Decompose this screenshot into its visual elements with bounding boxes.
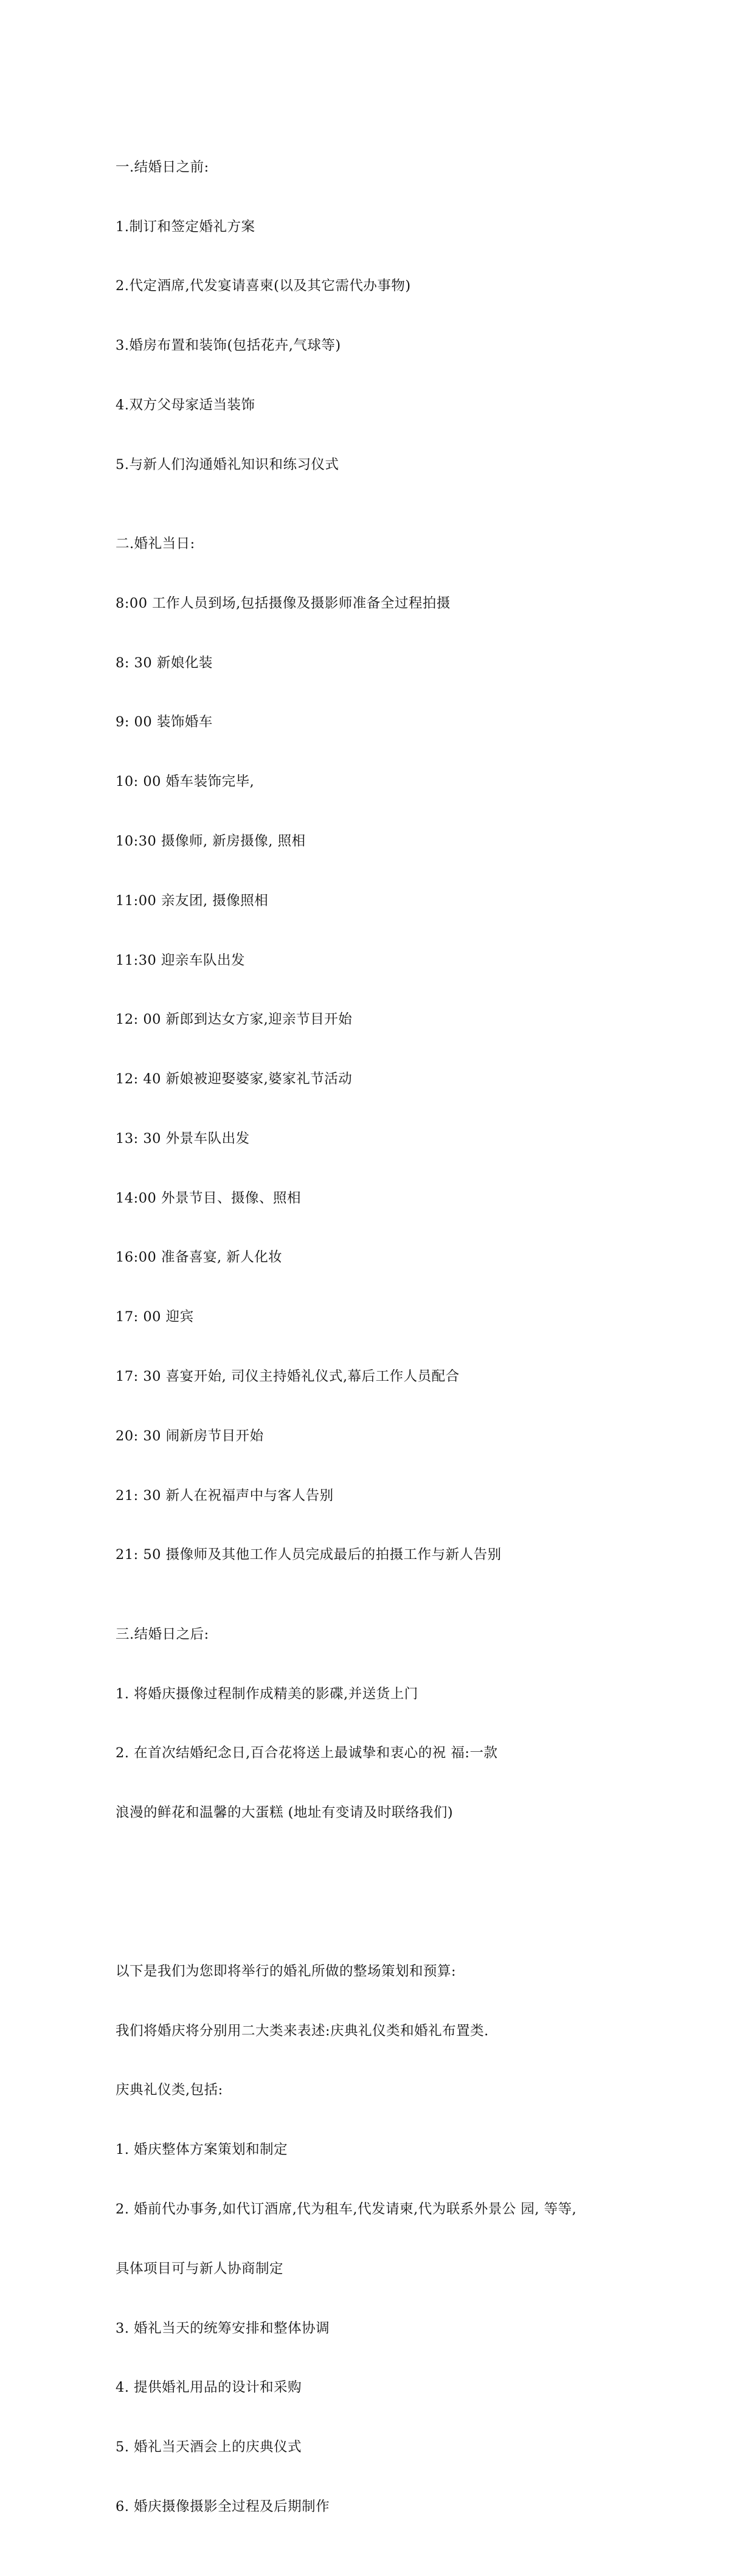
blank-line <box>116 1882 663 1902</box>
schedule-item: 8: 30 新娘化装 <box>116 654 213 671</box>
schedule-item: 16:00 准备喜宴, 新人化妆 <box>116 1249 283 1266</box>
schedule-item: 17: 00 迎宾 <box>116 1309 194 1325</box>
list-item: 2. 婚前代办事务,如代订酒席,代为租车,代发请柬,代为联系外景公 园, 等等, <box>116 2201 577 2217</box>
schedule-item: 14:00 外景节目、摄像、照相 <box>116 1190 301 1206</box>
schedule-item: 21: 50 摄像师及其他工作人员完成最后的拍摄工作与新人告别 <box>116 1547 502 1563</box>
list-item: 1. 婚庆整体方案策划和制定 <box>116 2142 288 2158</box>
list-item: 3.婚房布置和装饰(包括花卉,气球等) <box>116 338 341 354</box>
schedule-item: 9: 00 装饰婚车 <box>116 714 213 731</box>
schedule-item: 11:30 迎亲车队出发 <box>116 952 245 968</box>
section-heading-after-wedding: 三.结婚日之后: <box>116 1626 209 1642</box>
schedule-item: 13: 30 外景车队出发 <box>116 1130 250 1147</box>
section-heading-wedding-day: 二.婚礼当日: <box>116 536 195 552</box>
list-item: 2. 在首次结婚纪念日,百合花将送上最诚挚和衷心的祝 福:一款 <box>116 1745 498 1762</box>
section-heading-before-wedding: 一.结婚日之前: <box>116 159 209 175</box>
list-item: 3. 婚礼当天的统筹安排和整体协调 <box>116 2320 330 2336</box>
schedule-item: 10:30 摄像师, 新房摄像, 照相 <box>116 833 306 849</box>
planning-summary: 我们将婚庆将分别用二大类来表述:庆典礼仪类和婚礼布置类. <box>116 2022 489 2039</box>
list-item: 5.与新人们沟通婚礼知识和练习仪式 <box>116 456 339 473</box>
list-item: 2.代定酒席,代发宴请喜柬(以及其它需代办事物) <box>116 278 411 294</box>
list-item-continuation: 浪漫的鲜花和温馨的大蛋糕 (地址有变请及时联络我们) <box>116 1805 454 1821</box>
schedule-item: 17: 30 喜宴开始, 司仪主持婚礼仪式,幕后工作人员配合 <box>116 1369 460 1384</box>
section-heading-ceremony: 庆典礼仪类,包括: <box>116 2082 223 2099</box>
schedule-item: 12: 00 新郎到达女方家,迎亲节目开始 <box>116 1012 353 1028</box>
list-item-continuation: 具体项目可与新人协商制定 <box>116 2260 284 2277</box>
planning-intro: 以下是我们为您即将举行的婚礼所做的整场策划和预算: <box>116 1963 457 1979</box>
schedule-item: 21: 30 新人在祝福声中与客人告别 <box>116 1487 334 1504</box>
schedule-item: 12: 40 新娘被迎娶婆家,婆家礼节活动 <box>116 1071 353 1088</box>
list-item: 5. 婚礼当天酒会上的庆典仪式 <box>116 2439 302 2456</box>
schedule-item: 10: 00 婚车装饰完毕, <box>116 774 255 790</box>
list-item: 6. 婚庆摄像摄影全过程及后期制作 <box>116 2498 330 2515</box>
schedule-item: 20: 30 闹新房节目开始 <box>116 1428 264 1444</box>
list-item: 4.双方父母家适当装饰 <box>116 397 255 413</box>
list-item: 1. 将婚庆摄像过程制作成精美的影碟,并送货上门 <box>116 1686 418 1702</box>
schedule-item: 8:00 工作人员到场,包括摄像及摄影师准备全过程拍摄 <box>116 595 451 611</box>
document-body <box>116 98 663 2576</box>
schedule-item: 11:00 亲友团, 摄像照相 <box>116 892 269 909</box>
list-item: 1.制订和签定婚礼方案 <box>116 218 255 235</box>
list-item: 4. 提供婚礼用品的设计和采购 <box>116 2380 302 2396</box>
